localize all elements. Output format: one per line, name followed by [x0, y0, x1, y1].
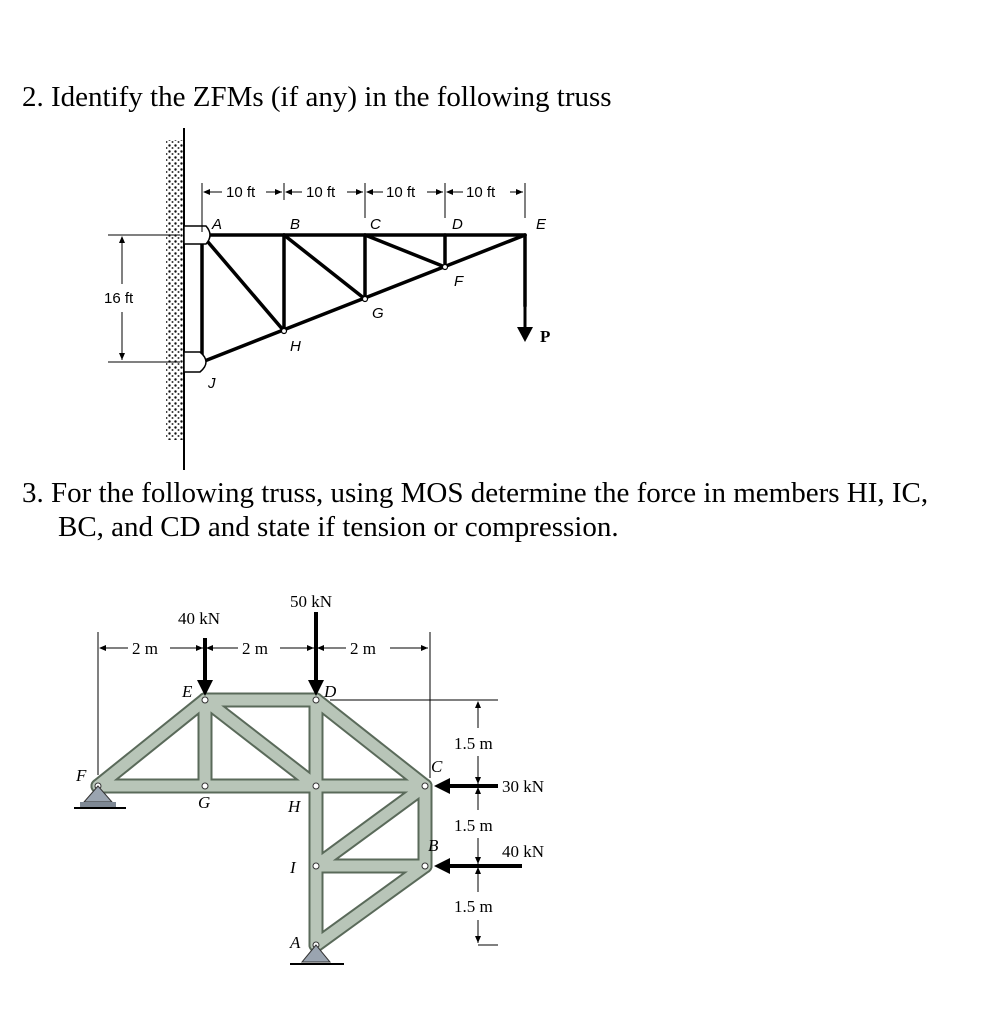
joint-J-label: J — [208, 375, 216, 392]
question-3-number: 3. — [22, 477, 44, 509]
joint-G-label: G — [198, 793, 211, 812]
load-P-arrow-icon — [517, 327, 533, 342]
load-C-arrow-icon — [434, 778, 450, 794]
joint-I-label: I — [290, 858, 296, 877]
joint-C-label: C — [370, 216, 381, 233]
spacing-2: 10 ft — [306, 184, 336, 201]
hdim-2: 2 m — [242, 639, 268, 658]
joint-B-label: B — [428, 836, 439, 855]
spacing-3: 10 ft — [386, 184, 416, 201]
joint-E-label: E — [536, 216, 547, 233]
vdim-3: 1.5 m — [454, 897, 493, 916]
truss-2 — [74, 592, 544, 964]
load-B-label: 40 kN — [502, 842, 545, 861]
member-DC — [316, 700, 425, 786]
member-IC — [316, 786, 425, 866]
joint-A-label: A — [290, 933, 301, 952]
pin-E — [202, 697, 208, 703]
member-BG — [284, 235, 365, 299]
spacing-1: 10 ft — [226, 184, 256, 201]
vdim-2: 1.5 m — [454, 816, 493, 835]
joint-B-label: B — [290, 216, 301, 233]
load-P-label: P — [540, 327, 551, 346]
pin-F — [443, 265, 448, 270]
member-EH — [205, 700, 316, 786]
load-E-label: 40 kN — [178, 609, 221, 628]
question-2-text: Identify the ZFMs (if any) in the following truss — [51, 81, 612, 113]
support-F-base — [80, 802, 116, 807]
joint-D-label: D — [324, 682, 337, 701]
support-J-icon — [184, 352, 206, 372]
spacing-4: 10 ft — [466, 184, 496, 201]
joint-F-label: F — [454, 273, 464, 290]
member-AH — [202, 235, 284, 331]
joint-H-label: H — [290, 338, 301, 355]
pin-H — [313, 783, 319, 789]
pin-I — [313, 863, 319, 869]
joint-G-label: G — [372, 305, 384, 322]
joint-A-label: A — [212, 216, 223, 233]
height-label: 16 ft — [104, 290, 134, 307]
member-FE — [98, 700, 205, 786]
load-D — [308, 612, 324, 696]
load-E — [197, 638, 213, 696]
truss-1 — [104, 128, 550, 470]
pin-G — [202, 783, 208, 789]
member-BA — [316, 866, 425, 945]
pin-H — [282, 329, 287, 334]
load-B-arrow-icon — [434, 858, 450, 874]
joint-H-label: H — [288, 797, 301, 816]
question-3-line1: For the following truss, using MOS determine the force in members HI, IC, — [51, 477, 929, 509]
hdim-1: 2 m — [132, 639, 158, 658]
member-CF — [365, 235, 445, 267]
load-C — [434, 778, 498, 794]
question-2-number: 2. — [22, 81, 44, 113]
pin-C — [422, 783, 428, 789]
hdim-3: 2 m — [350, 639, 376, 658]
joint-E-label: E — [182, 682, 193, 701]
support-A-icon — [302, 945, 330, 962]
joint-F-label: F — [76, 766, 87, 785]
question-3-line2: BC, and CD and state if tension or compression. — [58, 511, 619, 543]
pin-D — [313, 697, 319, 703]
joint-C-label: C — [431, 757, 443, 776]
joint-D-label: D — [452, 216, 463, 233]
pin-G — [363, 297, 368, 302]
load-C-label: 30 kN — [502, 777, 545, 796]
wall-hatch — [166, 140, 184, 440]
load-D-label: 50 kN — [290, 592, 333, 611]
pin-B — [422, 863, 428, 869]
support-A-icon — [184, 226, 210, 244]
vdim-1: 1.5 m — [454, 734, 493, 753]
